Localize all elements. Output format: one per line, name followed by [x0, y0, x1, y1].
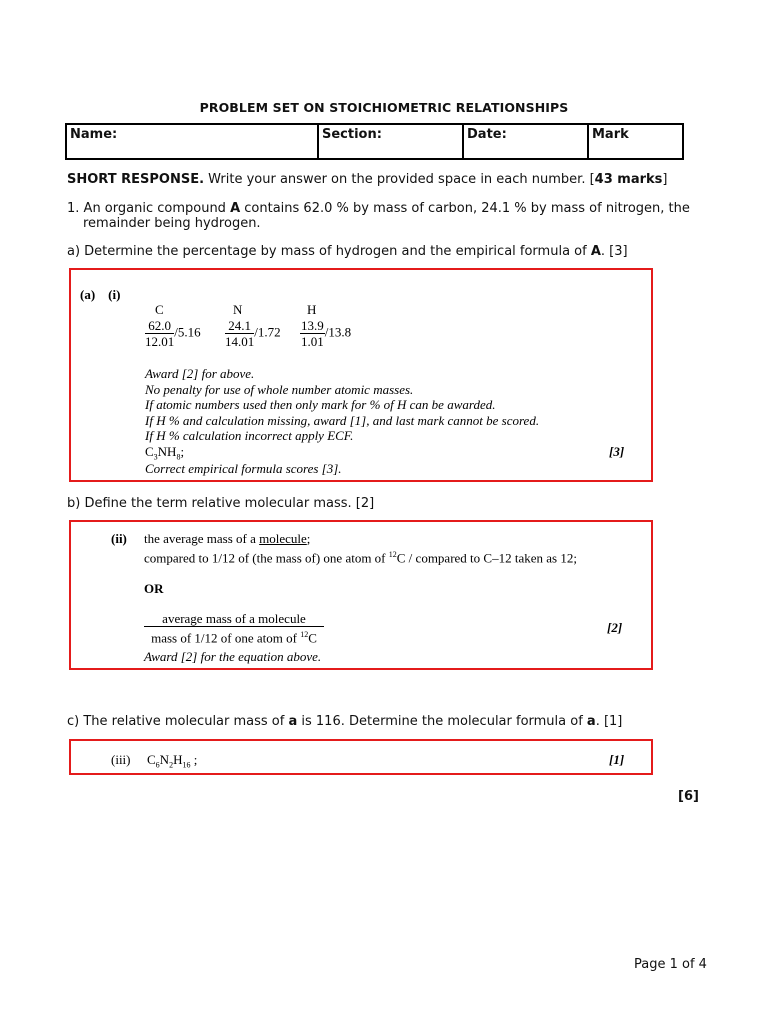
page-footer: Page 1 of 4 — [634, 957, 707, 972]
mark-a: [3] — [609, 444, 625, 459]
last-note: Correct empirical formula scores [3]. — [145, 461, 342, 476]
molecular-formula: $C_6N_2H_{16}$ ; — [147, 752, 198, 770]
mark-c: [1] — [609, 752, 625, 767]
empirical-formula: $C_3NH_8$; — [145, 444, 185, 462]
question-a: a) Determine the percentage by mass of hydrogen and the empirical formula of A. [3] — [67, 244, 628, 259]
student-info-table — [65, 123, 684, 160]
page-title: PROBLEM SET ON STOICHIOMETRIC RELATIONSHIPS — [199, 100, 569, 115]
fraction-h: $\frac{13.9}{1.01}$ /13.8 — [301, 318, 352, 349]
answer-box-c — [69, 739, 653, 775]
question-b: b) Define the term relative molecular mass. [2] — [67, 496, 375, 511]
mark-field[interactable]: Mark — [588, 124, 683, 159]
date-field[interactable]: Date: — [463, 124, 588, 159]
fraction-c: $\frac{62.0}{12.01}$ /5.16 — [145, 318, 201, 349]
element-h: H — [307, 302, 317, 317]
element-n: N — [233, 302, 243, 317]
or-label: OR — [144, 581, 164, 596]
total-marks: [6] — [678, 789, 699, 804]
label-ii: (ii) — [111, 531, 127, 546]
award-note: Award [2] for the equation above. — [144, 649, 322, 664]
definition-line-2: compared to 1/12 of (the mass of) one atom of $^{12}$C / compared to C–12 taken as 12; — [144, 550, 577, 566]
label-iii: (iii) — [111, 752, 131, 767]
section-field[interactable]: Section: — [318, 124, 463, 159]
mark-b: [2] — [607, 620, 623, 635]
definition-fraction: $\frac{\text{average mass of a molecule}}{mass of 1/12 of one atom of ^{12}C}$ — [144, 611, 324, 645]
element-c: C — [155, 302, 164, 317]
fraction-n: $\frac{24.1}{14.01}$ /1.72 — [225, 318, 281, 349]
instructions: SHORT RESPONSE. Write your answer on the provided space in each number. [43 marks] — [67, 172, 668, 187]
question-1: 1. An organic compound A contains 62.0 % by mass of carbon, 24.1 % by mass of nitrogen, the remainder being hydrogen. — [67, 201, 690, 231]
answer-box-a: (a) (i) C N H $\frac{62.0}{12.01}$ /5.16 $\frac{24.1}{14.01}$ /1.72 $\frac{13.9}{1.01}$ /13.8 Award [2] for above. No penalty for use of whole number atomic masses. If atomic numbers used then only mark for % of H can be awarded. If H % and calculation missing, award [1], and last mark cannot be scored. If H % calculation incorrect apply ECF. $C_3NH_8$; [3] Correct empirical formula scores [3]. — [69, 268, 653, 482]
marking-notes: Award [2] for above. No penalty for use of whole number atomic masses. If atomic numbers used then only mark for % of H can be awarded. If H % and calculation missing, award [1], and last mark cannot be scored. If H % calculation incorrect apply ECF. — [145, 366, 540, 443]
answer-box-b — [69, 520, 653, 670]
definition-line-1: the average mass of a molecule; — [144, 531, 311, 546]
question-c: c) The relative molecular mass of a is 116. Determine the molecular formula of a. [1] — [67, 714, 623, 729]
name-field[interactable]: Name: — [66, 124, 318, 159]
